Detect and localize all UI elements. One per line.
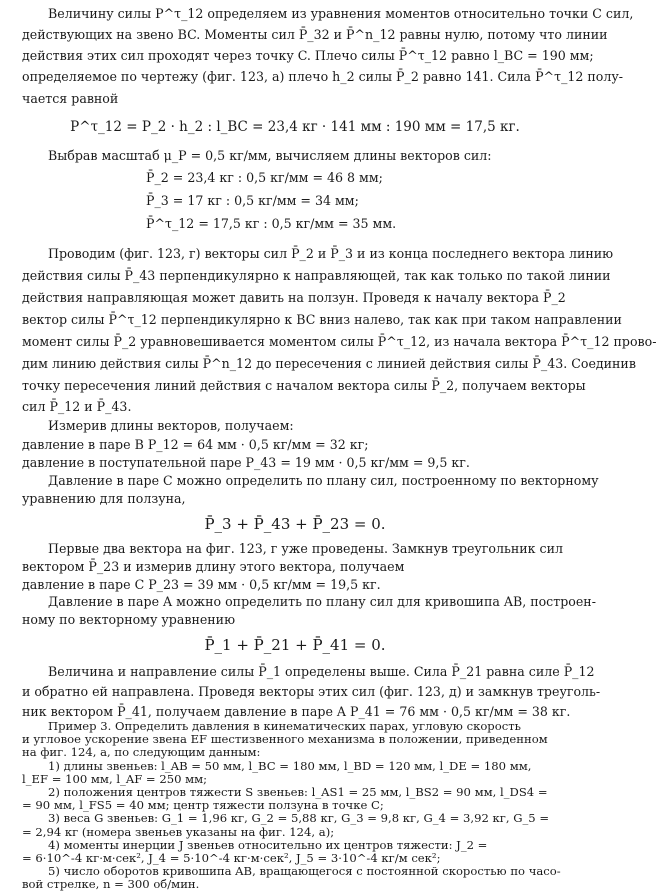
text-line: Измерив длины векторов, получаем:	[48, 418, 294, 433]
text-line: действия направляющая может давить на ползун. Проведя к началу вектора P̄_2	[22, 290, 566, 305]
text-line: 1) длины звеньев: l_AB = 50 мм, l_BC = 180 мм, l_BD = 120 мм, l_DE = 180 мм,	[48, 758, 532, 773]
text-line: давление в паре B P_12 = 64 мм · 0,5 кг/мм = 32 кг;	[22, 437, 369, 452]
text-line: Давление в паре C можно определить по плану сил, построенному по векторному	[48, 473, 599, 488]
formula-line: P̄_3 = 17 кг : 0,5 кг/мм = 34 мм;	[146, 193, 359, 208]
text-line: момент силы P̄_2 уравновешивается моментом силы P̄^τ_12, из начала вектора P̄^τ_12 прово-	[22, 334, 656, 349]
formula: P̄_3 + P̄_43 + P̄_23 = 0.	[204, 515, 386, 533]
text-line: давление в поступательной паре P_43 = 19 мм · 0,5 кг/мм = 9,5 кг.	[22, 455, 470, 470]
formula: P^τ_12 = P_2 · h_2 : l_BC = 23,4 кг · 141 мм : 190 мм = 17,5 кг.	[70, 119, 520, 135]
text-line: действия силы P̄_43 перпендикулярно к направляющей, так как только по такой линии	[22, 268, 611, 283]
text-line: 5) число оборотов кривошипа AB, вращающегося с постоянной скоростью по часо-	[48, 864, 561, 879]
text-line: вектором P̄_23 и измерив длину этого вектора, получаем	[22, 559, 405, 574]
text-line: действующих на звено BC. Моменты сил P̄_32 и P̄^n_12 равны нулю, потому что линии	[22, 27, 608, 42]
text-line: = 90 мм, l_FS5 = 40 мм; центр тяжести ползуна в точке C;	[22, 798, 384, 813]
text-line: Первые два вектора на фиг. 123, г уже проведены. Замкнув треугольник сил	[48, 541, 563, 556]
text-line: действия этих сил проходят через точку C. Плечо силы P̄^τ_12 равно l_BC = 190 мм;	[22, 48, 594, 63]
text-line: давление в паре C P_23 = 39 мм · 0,5 кг/мм = 19,5 кг.	[22, 577, 381, 592]
text-line: вектор силы P̄^τ_12 перпендикулярно к BC вниз налево, так как при таком направлении	[22, 312, 622, 327]
text-line: чается равной	[22, 91, 119, 106]
text-line: Величина и направление силы P̄_1 определены выше. Сила P̄_21 равна силе P̄_12	[48, 664, 595, 679]
text-line: точку пересечения линий действия с началом вектора силы P̄_2, получаем векторы	[22, 378, 586, 393]
text-line: ному по векторному уравнению	[22, 612, 236, 627]
text-line: на фиг. 124, а, по следующим данным:	[22, 745, 261, 760]
formula-line: P̄^τ_12 = 17,5 кг : 0,5 кг/мм = 35 мм.	[146, 216, 397, 231]
text-line: вой стрелке, n = 300 об/мин.	[22, 877, 200, 891]
text-line: Давление в паре A можно определить по плану сил для кривошипа AB, построен-	[48, 594, 596, 609]
formula: P̄_1 + P̄_21 + P̄_41 = 0.	[204, 636, 386, 654]
text-line: 2) положения центров тяжести S звеньев: l_AS1 = 25 мм, l_BS2 = 90 мм, l_DS4 =	[48, 785, 548, 799]
text-line: и угловое ускорение звена EF шестизвенного механизма в положении, приведенном	[22, 732, 548, 747]
text-line: 4) моменты инерции J звеньев относительно их центров тяжести: J_2 =	[48, 837, 488, 852]
text-line: Величину силы P^τ_12 определяем из уравнения моментов относительно точки C сил,	[48, 6, 634, 21]
text-line: = 6·10^-4 кг·м·сек², J_4 = 5·10^-4 кг·м·сек², J_5 = 3·10^-4 кг/м сек²;	[22, 851, 441, 865]
text-line: l_EF = 100 мм, l_AF = 250 мм;	[22, 771, 208, 786]
text-line: 3) веса G звеньев: G_1 = 1,96 кг, G_2 = 5,88 кг, G_3 = 9,8 кг, G_4 = 3,92 кг, G_5 =	[48, 811, 550, 826]
text-line: Выбрав масштаб μ_P = 0,5 кг/мм, вычисляем длины векторов сил:	[48, 148, 492, 163]
text-line: = 2,94 кг (номера звеньев указаны на фиг. 124, а);	[22, 824, 335, 839]
text-line: уравнению для ползуна,	[22, 491, 186, 506]
text-line: дим линию действия силы P̄^n_12 до пересечения с линией действия силы P̄_43. Соединив	[22, 356, 636, 371]
text-line: сил P̄_12 и P̄_43.	[22, 399, 132, 414]
text-line: определяемое по чертежу (фиг. 123, a) плечо h_2 силы P̄_2 равно 141. Сила P̄^τ_12 полу-	[22, 69, 624, 84]
text-line: ник вектором P̄_41, получаем давление в паре A P_41 = 76 мм · 0,5 кг/мм = 38 кг.	[22, 704, 571, 719]
formula-line: P̄_2 = 23,4 кг : 0,5 кг/мм = 46 8 мм;	[146, 170, 383, 185]
text-line: Пример 3. Определить давления в кинематических парах, угловую скорость	[48, 719, 521, 733]
text-line: Проводим (фиг. 123, г) векторы сил P̄_2 и P̄_3 и из конца последнего вектора линию	[48, 246, 614, 261]
text-line: и обратно ей направлена. Проведя векторы этих сил (фиг. 123, д) и замкнув треуголь-	[22, 684, 601, 699]
